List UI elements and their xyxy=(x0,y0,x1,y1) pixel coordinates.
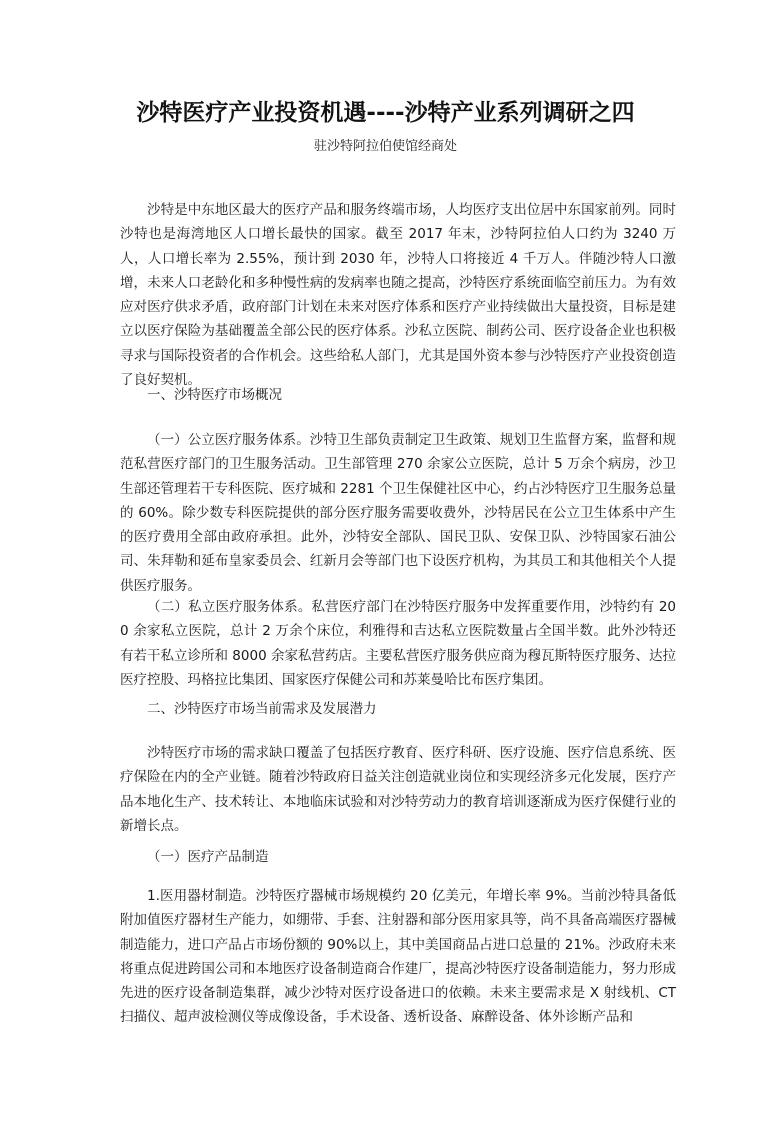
paragraph-intro: 沙特是中东地区最大的医疗产品和服务终端市场，人均医疗支出位居中东国家前列。同时沙特也是海湾地区人口增长最快的国家。截至 2017 年末，沙特阿拉伯人口约为 3240 万人，人口增长率为 2.55%，预计到 2030 年，沙特人口将接近 4 千万人。伴随沙特人口激增，未来人口老龄化和多种慢性病的发病率也随之提高，沙特医疗系统面临空前压力。为有效应对医疗供求矛盾，政府部门计划在未来对医疗体系和医疗产业持续做出大量投资，目标是建立以医疗保险为基础覆盖全部公民的医疗体系。沙私立医院、制药公司、医疗设备企业也积极寻求与国际投资者的合作机会。这些给私人部门，尤其是国外资本参与沙特医疗产业投资创造了良好契机。 xyxy=(120,202,676,389)
paragraph-private-healthcare: （二）私立医疗服务体系。私营医疗部门在沙特医疗服务中发挥重要作用，沙特约有 200 余家私立医院，总计 2 万余个床位，利雅得和吉达私立医院数量占全国半数。此外沙特还有若干私立诊所和 8000 余家私营药店。主要私营医疗服务供应商为穆瓦斯特医疗服务、达拉医疗控股、玛格拉比集团、国家医疗保健公司和苏莱曼哈比布医疗集团。 xyxy=(120,599,676,688)
document-subtitle: 驻沙特阿拉伯使馆经商处 xyxy=(313,139,457,154)
document-title: 沙特医疗产业投资机遇----沙特产业系列调研之四 xyxy=(136,100,635,126)
paragraph-demand-gap: 沙特医疗市场的需求缺口覆盖了包括医疗教育、医疗科研、医疗设施、医疗信息系统、医疗保险在内的全产业链。随着沙特政府日益关注创造就业岗位和实现经济多元化发展，医疗产品本地化生产、技术转让、本地临床试验和对沙特劳动力的教育培训逐渐成为医疗保健行业的新增长点。 xyxy=(120,745,676,834)
paragraph-public-healthcare: （一）公立医疗服务体系。沙特卫生部负责制定卫生政策、规划卫生监督方案，监督和规范私营医疗部门的卫生服务活动。卫生部管理 270 余家公立医院，总计 5 万余个病房，沙卫生部还管理若干专科医院、医疗城和 2281 个卫生保健社区中心，约占沙特医疗卫生服务总量的 60%。除少数专科医院提供的部分医疗服务需要收费外，沙特居民在公立卫生体系中产生的医疗费用全部由政府承担。此外，沙特安全部队、国民卫队、安保卫队、沙特国家石油公司、朱拜勒和延布皇家委员会、红新月会等部门也下设医疗机构，为其员工和其他相关个人提供医疗服务。 xyxy=(120,432,676,594)
section-heading-market-overview: 一、沙特医疗市场概况 xyxy=(147,387,282,403)
subsection-heading-product-manufacturing: （一）医疗产品制造 xyxy=(147,849,269,865)
paragraph-medical-devices: 1.医用器材制造。沙特医疗器械市场规模约 20 亿美元，年增长率 9%。当前沙特具备低附加值医疗器材生产能力，如绷带、手套、注射器和部分医用家具等，尚不具备高端医疗器械制造能力，进口产品占市场份额的 90%以上，其中美国商品占进口总量的 21%。沙政府未来将重点促进跨国公司和本地医疗设备制造商合作建厂，提高沙特医疗设备制造能力，努力形成先进的医疗设备制造集群，减少沙特对医疗设备进口的依赖。未来主要需求是 X 射线机、CT 扫描仪、超声波检测仪等成像设备，手术设备、透析设备、麻醉设备、体外诊断产品和 xyxy=(120,888,676,1026)
section-heading-demand-potential: 二、沙特医疗市场当前需求及发展潜力 xyxy=(147,701,377,717)
